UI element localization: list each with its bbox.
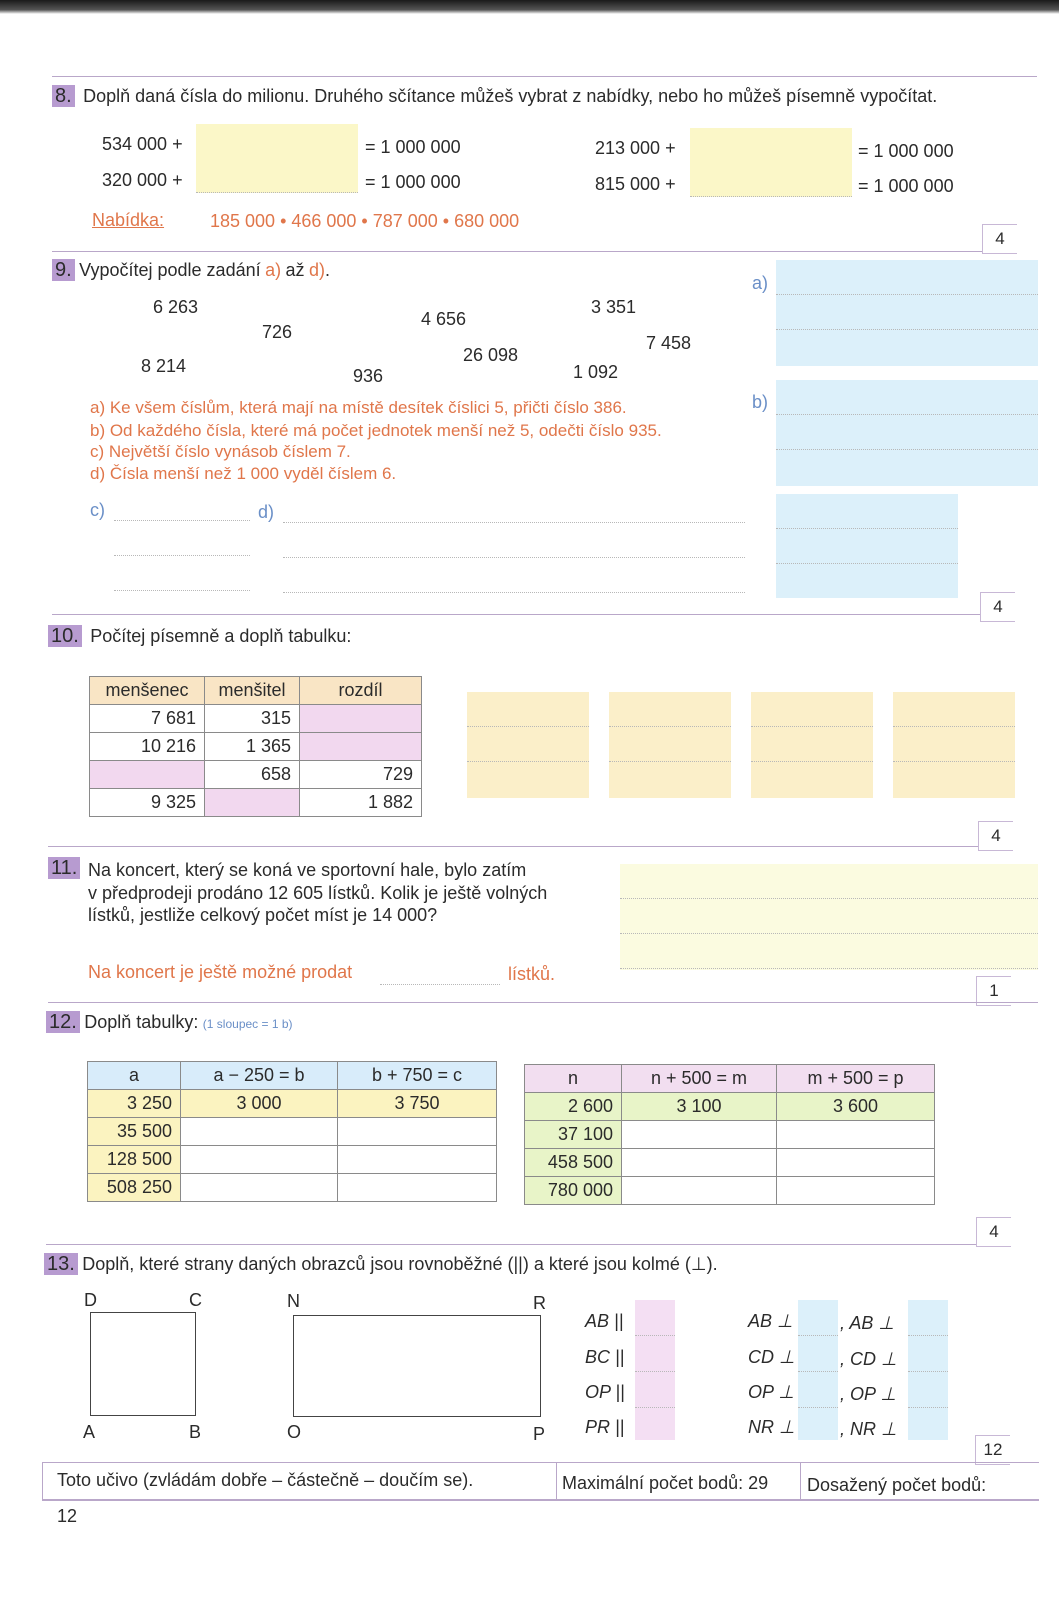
exercise-8 bbox=[52, 84, 937, 108]
exercise-number: 10. bbox=[48, 625, 82, 647]
offer-label: Nabídka: bbox=[92, 210, 165, 230]
parallel-label: AB || bbox=[585, 1311, 624, 1331]
perpendicular-answer-column[interactable] bbox=[798, 1300, 838, 1440]
parallel-label: PR || bbox=[585, 1417, 625, 1437]
parallel-label: OP || bbox=[585, 1382, 625, 1402]
answer-field[interactable] bbox=[690, 128, 852, 163]
answer-line bbox=[776, 494, 958, 529]
section-divider bbox=[52, 614, 980, 615]
equation-left: 815 000 + bbox=[595, 174, 676, 194]
exercise-instruction: Doplň tabulky: bbox=[84, 1012, 199, 1032]
table-cell: 3 000 bbox=[181, 1090, 338, 1118]
section-divider bbox=[52, 76, 1037, 77]
perpendicular-label: OP ⊥ bbox=[748, 1382, 795, 1402]
column-header: menšenec bbox=[90, 677, 205, 705]
answer-field[interactable] bbox=[196, 160, 358, 193]
fill-cell[interactable] bbox=[338, 1174, 497, 1202]
exercise-12 bbox=[46, 1010, 293, 1034]
exercise-number: 13. bbox=[44, 1253, 78, 1275]
answer-line-c[interactable] bbox=[114, 590, 250, 591]
answer-line bbox=[893, 727, 1015, 762]
answer-line bbox=[908, 1336, 948, 1372]
table-cell: 3 600 bbox=[777, 1093, 935, 1121]
score-box: 4 bbox=[980, 592, 1015, 622]
section-divider bbox=[48, 846, 978, 847]
table-cell: 458 500 bbox=[525, 1149, 622, 1177]
equation-left: 534 000 + bbox=[102, 134, 183, 154]
answer-line bbox=[620, 934, 1038, 969]
table-cell: 1 365 bbox=[205, 733, 300, 761]
answer-label-b: b) bbox=[752, 392, 769, 412]
table-cell: 3 250 bbox=[88, 1090, 181, 1118]
exercise-instruction: Počítej písemně a doplň tabulku: bbox=[90, 626, 352, 646]
answer-line bbox=[908, 1372, 948, 1408]
answer-field[interactable] bbox=[690, 162, 852, 197]
equation-right: = 1 000 000 bbox=[365, 172, 461, 192]
exercise-number: 11. bbox=[48, 857, 80, 879]
number-item: 1 092 bbox=[573, 362, 619, 382]
table-cell: 37 100 bbox=[525, 1121, 622, 1149]
fill-cell[interactable] bbox=[777, 1121, 935, 1149]
footer-divider bbox=[556, 1462, 557, 1500]
footer-divider bbox=[800, 1462, 801, 1500]
table-cell: 3 750 bbox=[338, 1090, 497, 1118]
score-box: 1 bbox=[976, 976, 1011, 1006]
table-a-b-c bbox=[87, 1061, 497, 1202]
square-abcd bbox=[90, 1312, 196, 1416]
perpendicular-label: , NR ⊥ bbox=[840, 1419, 897, 1439]
calculation-area[interactable] bbox=[751, 692, 873, 798]
score-box: 4 bbox=[978, 821, 1013, 851]
fill-cell[interactable] bbox=[777, 1177, 935, 1205]
table-cell: 3 100 bbox=[622, 1093, 777, 1121]
fill-cell[interactable] bbox=[777, 1149, 935, 1177]
answer-line-d[interactable] bbox=[283, 557, 745, 558]
section-divider bbox=[48, 1002, 1038, 1003]
fill-cell[interactable] bbox=[622, 1177, 777, 1205]
column-header: n + 500 = m bbox=[622, 1065, 777, 1093]
problem-text: v předprodeji prodáno 12 605 lístků. Kolik je ještě volných bbox=[88, 883, 548, 903]
exercise-instruction: Doplň, které strany daných obrazců jsou rovnoběžné (||) a které jsou kolmé (⊥). bbox=[82, 1254, 718, 1274]
number-item: 7 458 bbox=[646, 333, 692, 353]
fill-cell[interactable] bbox=[181, 1118, 338, 1146]
task-b: b) Od každého čísla, které má počet jednotek menší než 5, odečti číslo 935. bbox=[90, 421, 662, 440]
answer-line bbox=[751, 727, 873, 762]
equation-left: 320 000 + bbox=[102, 170, 183, 190]
achieved-points: Dosažený počet bodů: bbox=[807, 1475, 987, 1495]
answer-line bbox=[620, 864, 1038, 899]
calculation-area[interactable] bbox=[609, 692, 731, 798]
table-cell: 780 000 bbox=[525, 1177, 622, 1205]
equation-right: = 1 000 000 bbox=[858, 176, 954, 196]
number-item: 726 bbox=[262, 322, 293, 342]
answer-line bbox=[751, 692, 873, 727]
vertex-label: D bbox=[84, 1290, 97, 1310]
subtraction-table bbox=[89, 676, 422, 817]
fill-cell[interactable] bbox=[90, 761, 205, 789]
answer-line-c[interactable] bbox=[114, 520, 250, 521]
answer-line bbox=[776, 529, 958, 564]
number-item: 8 214 bbox=[141, 356, 187, 376]
table-cell: 315 bbox=[205, 705, 300, 733]
section-divider bbox=[52, 251, 982, 252]
column-header: rozdíl bbox=[300, 677, 422, 705]
perpendicular-answer-column[interactable] bbox=[908, 1300, 948, 1440]
column-header: m + 500 = p bbox=[777, 1065, 935, 1093]
instruction-letter-d: d) bbox=[309, 260, 326, 280]
answer-line bbox=[776, 260, 1038, 295]
max-points: Maximální počet bodů: 29 bbox=[562, 1473, 769, 1493]
table-cell: 508 250 bbox=[88, 1174, 181, 1202]
answer-line bbox=[776, 295, 1038, 330]
answer-line bbox=[635, 1300, 675, 1336]
score-box: 12 bbox=[975, 1435, 1010, 1465]
number-item: 3 351 bbox=[591, 297, 637, 317]
problem-text: Na koncert, který se koná ve sportovní hale, bylo zatím bbox=[88, 860, 527, 880]
vertex-label: N bbox=[287, 1291, 300, 1311]
answer-label-a: a) bbox=[752, 273, 769, 293]
vertex-label: P bbox=[533, 1424, 546, 1444]
table-cell: 9 325 bbox=[90, 789, 205, 817]
vertex-label: R bbox=[533, 1293, 546, 1313]
equation-left: 213 000 + bbox=[595, 138, 676, 158]
scan-top-edge bbox=[0, 0, 1059, 14]
answer-sentence-start: Na koncert je ještě možné prodat bbox=[88, 962, 353, 982]
calculation-area[interactable] bbox=[467, 692, 589, 798]
answer-line bbox=[798, 1300, 838, 1336]
answer-line bbox=[798, 1372, 838, 1408]
parallel-answer-column[interactable] bbox=[635, 1300, 675, 1440]
exercise-9 bbox=[52, 258, 330, 282]
answer-area-a[interactable] bbox=[776, 260, 1038, 366]
table-n-m-p bbox=[524, 1064, 935, 1205]
exercise-number: 8. bbox=[52, 85, 75, 107]
calculation-area[interactable] bbox=[620, 864, 1038, 970]
exercise-instruction: Doplň daná čísla do milionu. Druhého sčítance můžeš vybrat z nabídky, nebo ho můžeš písemně vypočítat. bbox=[83, 86, 938, 106]
fill-cell[interactable] bbox=[338, 1118, 497, 1146]
answer-line bbox=[609, 692, 731, 727]
perpendicular-label: , CD ⊥ bbox=[840, 1349, 897, 1369]
table-cell: 658 bbox=[205, 761, 300, 789]
fill-cell[interactable] bbox=[181, 1146, 338, 1174]
fill-cell[interactable] bbox=[181, 1174, 338, 1202]
instruction-end: . bbox=[325, 260, 331, 280]
answer-line bbox=[609, 727, 731, 762]
exercise-number: 12. bbox=[46, 1011, 80, 1033]
vertex-label: B bbox=[189, 1422, 202, 1442]
answer-line-d[interactable] bbox=[283, 522, 745, 523]
score-box: 4 bbox=[982, 224, 1017, 254]
column-header: menšitel bbox=[205, 677, 300, 705]
fill-cell[interactable] bbox=[300, 705, 422, 733]
vertex-label: A bbox=[83, 1422, 96, 1442]
answer-field[interactable] bbox=[196, 124, 358, 161]
table-cell: 729 bbox=[300, 761, 422, 789]
answer-line bbox=[635, 1336, 675, 1372]
answer-line bbox=[893, 692, 1015, 727]
perpendicular-label: , OP ⊥ bbox=[840, 1384, 897, 1404]
calculation-area[interactable] bbox=[893, 692, 1015, 798]
self-evaluation: Toto učivo (zvládám dobře – částečně – doučím se). bbox=[57, 1470, 474, 1490]
answer-line bbox=[776, 380, 1038, 415]
answer-line-c[interactable] bbox=[114, 555, 250, 556]
vertex-label: O bbox=[287, 1422, 302, 1442]
exercise-instruction: Vypočítej podle zadání bbox=[79, 260, 261, 280]
score-box: 4 bbox=[976, 1217, 1011, 1247]
problem-text: lístků, jestliže celkový počet míst je 14 000? bbox=[88, 905, 438, 925]
task-a: a) Ke všem číslům, která mají na místě desítek číslici 5, přičti číslo 386. bbox=[90, 398, 627, 417]
perpendicular-label: CD ⊥ bbox=[748, 1347, 795, 1367]
exercise-11 bbox=[48, 856, 80, 880]
perpendicular-label: , AB ⊥ bbox=[840, 1313, 895, 1333]
offer-values: 185 000 • 466 000 • 787 000 • 680 000 bbox=[210, 211, 520, 231]
fill-cell[interactable] bbox=[300, 733, 422, 761]
exercise-10 bbox=[48, 624, 351, 648]
answer-line bbox=[798, 1336, 838, 1372]
perpendicular-label: AB ⊥ bbox=[748, 1311, 793, 1331]
column-header: a bbox=[88, 1062, 181, 1090]
answer-blank[interactable] bbox=[380, 984, 500, 985]
table-cell: 128 500 bbox=[88, 1146, 181, 1174]
scoring-note: (1 sloupec = 1 b) bbox=[202, 1017, 293, 1031]
equation-right: = 1 000 000 bbox=[365, 137, 461, 157]
instruction-connector: až bbox=[285, 260, 305, 280]
answer-area-cd[interactable] bbox=[776, 494, 958, 598]
fill-cell[interactable] bbox=[338, 1146, 497, 1174]
column-header: n bbox=[525, 1065, 622, 1093]
rectangle-oprn bbox=[293, 1315, 541, 1417]
number-item: 4 656 bbox=[421, 309, 467, 329]
number-item: 936 bbox=[353, 366, 384, 386]
answer-line bbox=[908, 1300, 948, 1336]
table-cell: 2 600 bbox=[525, 1093, 622, 1121]
vertex-label: C bbox=[189, 1290, 202, 1310]
table-cell: 10 216 bbox=[90, 733, 205, 761]
answer-line-d[interactable] bbox=[283, 592, 745, 593]
answer-line bbox=[620, 899, 1038, 934]
answer-label-c: c) bbox=[90, 500, 105, 520]
task-c: c) Největší číslo vynásob číslem 7. bbox=[90, 442, 351, 461]
parallel-label: BC || bbox=[585, 1347, 625, 1367]
answer-line bbox=[467, 692, 589, 727]
column-header: b + 750 = c bbox=[338, 1062, 497, 1090]
exercise-number: 9. bbox=[52, 259, 75, 281]
fill-cell[interactable] bbox=[622, 1121, 777, 1149]
equation-right: = 1 000 000 bbox=[858, 141, 954, 161]
answer-label-d: d) bbox=[258, 502, 275, 522]
number-item: 6 263 bbox=[153, 297, 199, 317]
table-cell: 35 500 bbox=[88, 1118, 181, 1146]
table-cell: 1 882 bbox=[300, 789, 422, 817]
perpendicular-label: NR ⊥ bbox=[748, 1417, 795, 1437]
answer-line bbox=[776, 415, 1038, 450]
answer-line bbox=[467, 727, 589, 762]
answer-line bbox=[635, 1372, 675, 1408]
answer-area-b[interactable] bbox=[776, 380, 1038, 486]
instruction-letter-a: a) bbox=[265, 260, 282, 280]
column-header: a − 250 = b bbox=[181, 1062, 338, 1090]
section-divider bbox=[46, 1244, 976, 1245]
page-number: 12 bbox=[57, 1506, 78, 1526]
task-d: d) Čísla menší než 1 000 vyděl číslem 6. bbox=[90, 464, 397, 483]
fill-cell[interactable] bbox=[205, 789, 300, 817]
answer-sentence-end: lístků. bbox=[508, 964, 556, 984]
number-item: 26 098 bbox=[463, 345, 519, 365]
exercise-13 bbox=[44, 1252, 718, 1276]
fill-cell[interactable] bbox=[622, 1149, 777, 1177]
table-cell: 7 681 bbox=[90, 705, 205, 733]
